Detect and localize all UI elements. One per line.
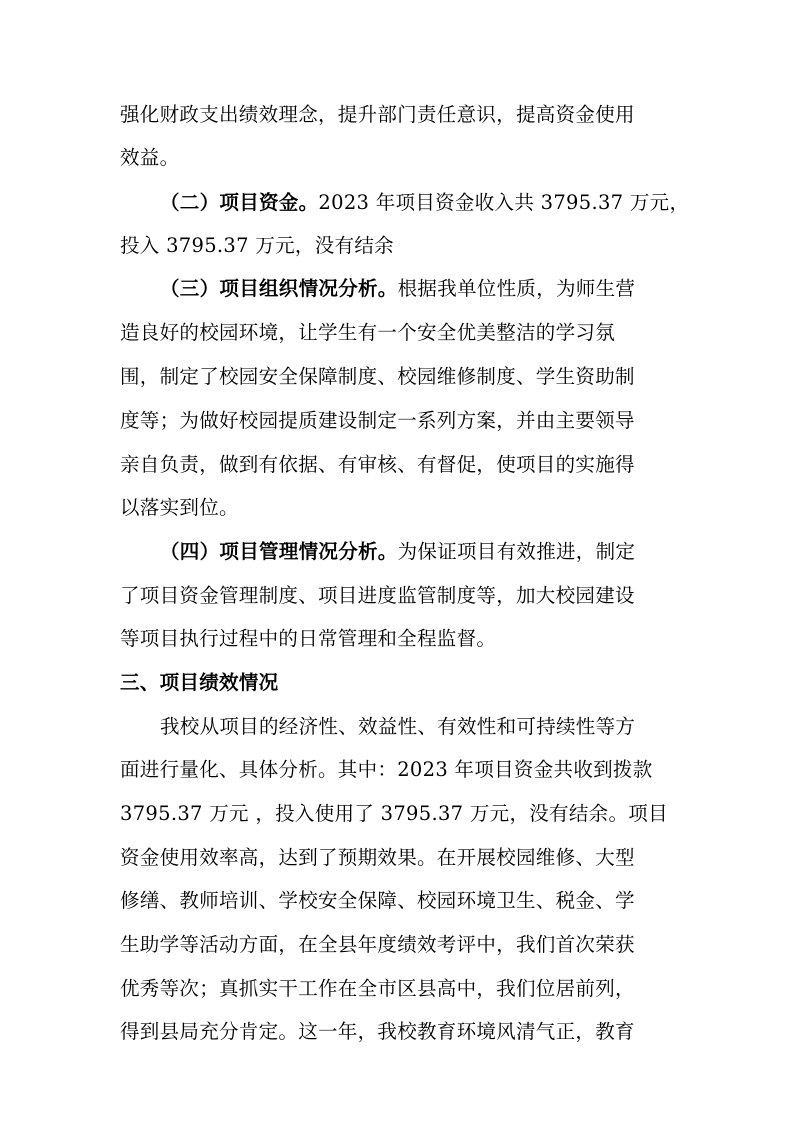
paragraph-heading: （四）项目管理情况分析。: [160, 540, 398, 563]
paragraph-text: 为保证项目有效推进，制定: [397, 540, 636, 563]
text-line: 亲自负责，做到有依据、有审核、有督促，使项目的实施得: [120, 453, 635, 476]
text-line: 我校从项目的经济性、效益性、有效性和可持续性等方: [160, 715, 636, 738]
paragraph-text: 2023 年项目资金收入共 3795.37 万元，: [318, 191, 690, 214]
paragraph-heading: （二）项目资金。: [160, 191, 319, 214]
text-line: 效益。: [120, 146, 180, 169]
paragraph-organization: [160, 274, 720, 304]
text-line: 等项目执行过程中的日常管理和全程监督。: [120, 627, 497, 650]
text-line: 投入 3795.37 万元，没有结余: [120, 234, 394, 257]
text-line: 3795.37 万元 ，投入使用了 3795.37 万元，没有结余。项目: [120, 802, 668, 825]
paragraph-heading: （三）项目组织情况分析。: [160, 277, 398, 300]
text-line: 了项目资金管理制度、项目进度监管制度等，加大校园建设: [120, 584, 635, 607]
text-line: 度等；为做好校园提质建设制定一系列方案，并由主要领导: [120, 409, 635, 432]
text-line: 资金使用效率高，达到了预期效果。在开展校园维修、大型: [120, 846, 635, 869]
paragraph-project-funds: [160, 188, 720, 218]
text-line: 得到县局充分肯定。这一年，我校教育环境风清气正，教育: [120, 1020, 635, 1043]
text-line: 围，制定了校园安全保障制度、校园维修制度、学生资助制: [120, 365, 635, 388]
paragraph-text: 根据我单位性质，为师生营: [397, 277, 636, 300]
paragraph-management: [160, 537, 720, 567]
text-line: 面进行量化、具体分析。其中：2023 年项目资金共收到拨款: [120, 758, 653, 781]
text-line: 强化财政支出绩效理念，提升部门责任意识，提高资金使用: [120, 103, 635, 126]
section-heading: 三、项目绩效情况: [120, 671, 279, 694]
text-line: 生助学等活动方面，在全县年度绩效考评中，我们首次荣获: [120, 933, 635, 956]
text-line: 优秀等次；真抓实干工作在全市区县高中，我们位居前列，: [120, 977, 635, 1000]
text-line: 造良好的校园环境，让学生有一个安全优美整洁的学习氛: [120, 321, 616, 344]
text-line: 修缮、教师培训、学校安全保障、校园环境卫生、税金、学: [120, 889, 635, 912]
text-line: 以落实到位。: [120, 496, 239, 519]
